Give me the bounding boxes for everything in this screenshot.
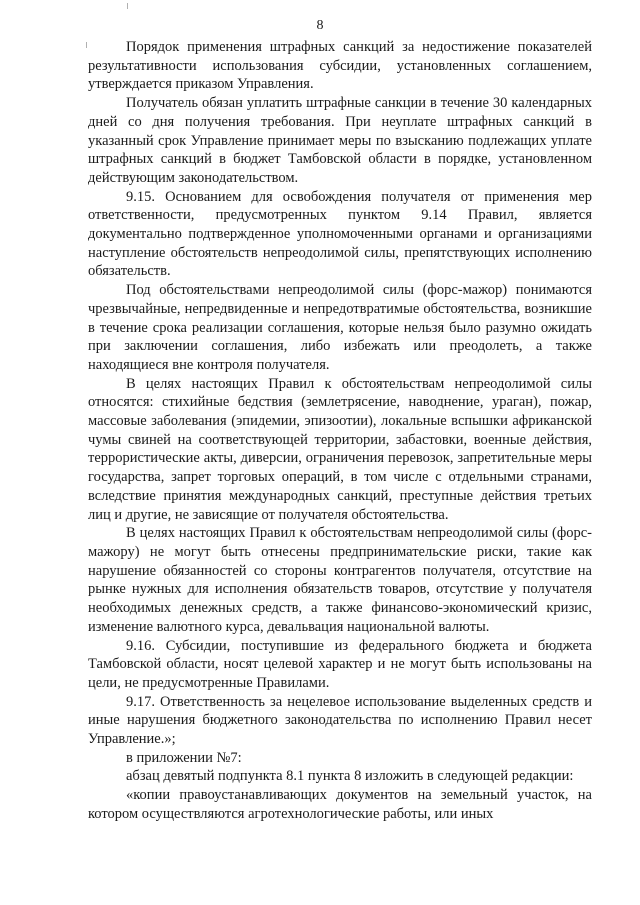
paragraph-9-16: 9.16. Субсидии, поступившие из федерального бюджета и бюджета Тамбовской области, носят целевой характер и не могут быть использованы на цели, не предусмотренные Правилами. xyxy=(88,637,592,691)
paragraph-amendment-intro: абзац девятый подпункта 8.1 пункта 8 изложить в следующей редакции: xyxy=(126,768,574,785)
document-body xyxy=(88,38,592,824)
scan-mark xyxy=(86,42,87,48)
scan-mark xyxy=(127,3,128,9)
paragraph-9-15: 9.15. Основанием для освобождения получателя от применения мер ответственности, предусмотренных пунктом 9.14 Правил, является документально подтвержденное уполномоченными органами и организациями наступление обстоятельств непреодолимой силы, препятствующих исполнению обязательств. xyxy=(88,188,592,280)
paragraph-penalty-payment: Получатель обязан уплатить штрафные санкции в течение 30 календарных дней со дня получения требования. При неуплате штрафных санкций в указанный срок Управление принимает меры по взысканию подлежащих уплате штрафных санкций в бюджет Тамбовской области в порядке, установленном действующим законодательством. xyxy=(88,95,592,186)
paragraph-force-majeure-exclusions: В целях настоящих Правил к обстоятельствам непреодолимой силы (форс-мажору) не могут быть отнесены предпринимательские риски, такие как нарушение обязанностей со стороны контрагентов получателя, отсутствие на рынке нужных для исполнения обязательств товаров, отсутствие у получателя необходимых денежных средств, а также финансово-экономический кризис, изменение валютного курса, девальвация национальной валюты. xyxy=(88,525,592,635)
paragraph-9-17: 9.17. Ответственность за нецелевое использование выделенных средств и иные нарушения бюджетного законодательства по исполнению Правил несет Управление.»; xyxy=(88,693,592,748)
paragraph-penalty-procedure: Порядок применения штрафных санкций за недостижение показателей результативности использования субсидии, установленных соглашением, утверждается приказом Управления. xyxy=(88,39,592,93)
paragraph-force-majeure-list: В целях настоящих Правил к обстоятельствам непреодолимой силы относятся: стихийные бедствия (землетрясение, наводнение, ураган), пожар, массовые заболевания (эпидемии, эпизоотии), локальные вспышки африканской чумы свиней на соответствующей территории, забастовки, военные действия, террористические акты, диверсии, ограничения перевозок, запретительные меры государства, запрет торговых операций, в том числе с отдельными странами, вследствие принятия международных санкций, преступные действия третьих лиц и другие, не зависящие от получателя обстоятельства. xyxy=(88,375,592,523)
paragraph-force-majeure-definition: Под обстоятельствами непреодолимой силы (форс-мажор) понимаются чрезвычайные, непредвиденные и непредотвратимые обстоятельства, возникшие в течение срока реализации соглашения, которые нельзя было разумно ожидать при заключении соглашения, либо избежать или преодолеть, а также находящиеся вне контроля получателя. xyxy=(88,282,592,373)
paragraph-amendment-text: «копии правоустанавливающих документов на земельный участок, на котором осуществляются агротехнологические работы, или иных xyxy=(88,787,592,822)
paragraph-appendix-7: в приложении №7: xyxy=(126,749,242,766)
page-number: 8 xyxy=(316,18,324,33)
